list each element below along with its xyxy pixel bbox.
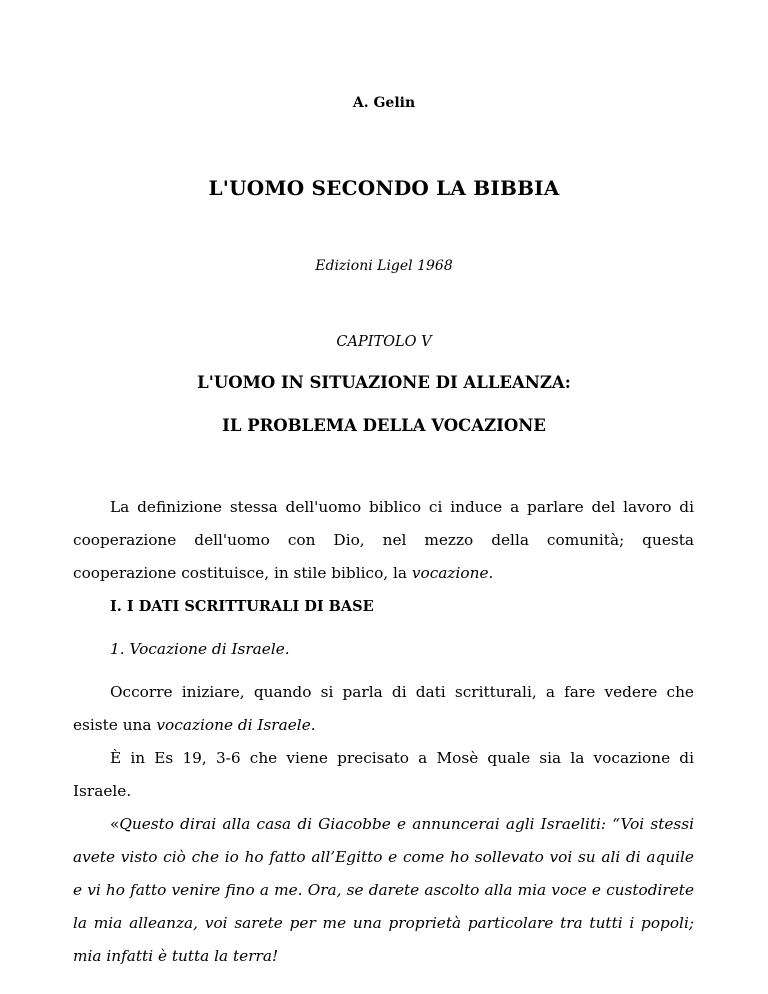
- quote-open-mark: «: [110, 815, 120, 833]
- book-title: L'UOMO SECONDO LA BIBBIA: [208, 176, 560, 200]
- intro-text: La definizione stessa dell'uomo biblico ci induce a parlare del lavoro di cooperazione dell'uomo con Dio, nel mezzo della comunità; questa cooperazione costituisce, in stile biblico, la: [73, 498, 694, 582]
- author-name: A. Gelin: [352, 95, 416, 111]
- publisher-info: Edizioni Ligel 1968: [315, 258, 453, 274]
- chapter-title-line-1: L'UOMO IN SITUAZIONE DI ALLEANZA:: [197, 373, 571, 392]
- scripture-quote: [73, 808, 694, 973]
- chapter-label: CAPITOLO V: [336, 334, 432, 350]
- paragraph-vocazione-emphasis: vocazione di Israele.: [156, 716, 316, 734]
- paragraph-esodo: È in Es 19, 3-6 che viene precisato a Mosè quale sia la vocazione di Israele.: [73, 749, 694, 800]
- paragraph-vocazione: [73, 676, 694, 742]
- chapter-title-line-2: IL PROBLEMA DELLA VOCAZIONE: [222, 416, 546, 435]
- intro-emphasis: vocazione.: [411, 564, 494, 582]
- intro-paragraph: [73, 491, 694, 590]
- paragraph-vocazione-text: Occorre iniziare, quando si parla di dati scritturali, a fare vedere che esiste una: [73, 683, 694, 734]
- section-heading: I. I DATI SCRITTURALI DI BASE: [110, 598, 374, 615]
- quote-text: Questo dirai alla casa di Giacobbe e annuncerai agli Israeliti: “Voi stessi avete visto ciò che io ho fatto all’Egitto e come ho sollevato voi su ali di aquile e vi ho fatto venire fino a me. Ora, se darete ascolto alla mia voce e custodirete la mia alleanza, voi sarete per me una proprietà particolare tra tutti i popoli; mia infatti è tutta la terra!: [73, 815, 694, 965]
- section-subheading: 1. Vocazione di Israele.: [110, 640, 290, 658]
